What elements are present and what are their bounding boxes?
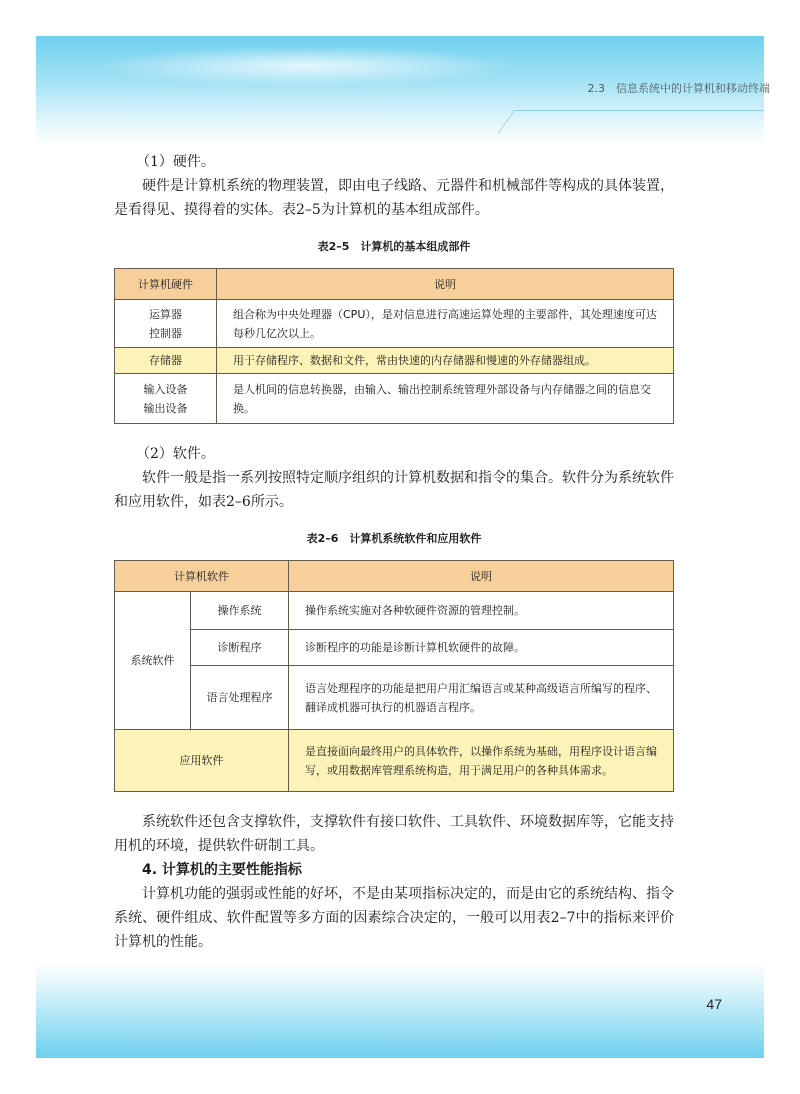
hardware-paragraph: 硬件是计算机系统的物理装置，即由电子线路、元器件和机械部件等构成的具体装置，是看得见、摸得着的实体。表2–5为计算机的基本组成部件。: [114, 178, 674, 218]
page-number: 47: [706, 996, 722, 1012]
column-header: 计算机软件: [115, 561, 289, 592]
table-row: [115, 592, 674, 630]
hardware-name: 输出设备: [143, 401, 188, 415]
column-header: 说明: [217, 269, 674, 300]
software-desc: 诊断程序的功能是诊断计算机软硬件的故障。: [289, 630, 674, 666]
table-2-6: [114, 560, 674, 792]
hardware-desc: 是人机间的信息转换器，由输入、输出控制系统管理外部设备与内存储器之间的信息交换。: [217, 374, 674, 424]
hardware-name: 控制器: [149, 326, 182, 340]
support-software-paragraph: 系统软件还包含支撑软件，支撑软件有接口软件、工具软件、环境数据库等，它能支持用机的环境，提供软件研制工具。: [114, 814, 674, 854]
hardware-desc: 用于存储程序、数据和文件，常由快速的内存储器和慢速的外存储器组成。: [217, 348, 674, 374]
software-name: 诊断程序: [191, 630, 289, 666]
software-desc: 语言处理程序的功能是把用户用汇编语言或某种高级语言所编写的程序、翻译成机器可执行的机器语言程序。: [289, 666, 674, 730]
performance-title: 4. 计算机的主要性能指标: [142, 862, 302, 878]
table-2-5: [114, 268, 674, 424]
table-row: [115, 730, 674, 792]
system-software-label: 系统软件: [115, 592, 191, 730]
software-desc: 是直接面向最终用户的具体软件，以操作系统为基础，用程序设计语言编写，或用数据库管理系统构造，用于满足用户的各种具体需求。: [289, 730, 674, 792]
performance-paragraph: 计算机功能的强弱或性能的好坏，不是由某项指标决定的，而是由它的系统结构、指令系统、硬件组成、软件配置等多方面的因素综合决定的，一般可以用表2–7中的指标来评价计算机的性能。: [114, 886, 674, 950]
table-row: [115, 300, 674, 348]
table-row: [115, 666, 674, 730]
footer-banner: [36, 962, 764, 1058]
software-name: 语言处理程序: [191, 666, 289, 730]
column-header: 说明: [289, 561, 674, 592]
page-content: [114, 150, 674, 954]
software-desc: 操作系统实施对各种软硬件资源的管理控制。: [289, 592, 674, 630]
table-2-6-caption: 表2–6 计算机系统软件和应用软件: [306, 532, 482, 545]
hardware-name-cell: [115, 348, 217, 374]
table-header-row: [115, 269, 674, 300]
table-2-5-caption: 表2–5 计算机的基本组成部件: [317, 240, 471, 253]
application-software-label: 应用软件: [115, 730, 289, 792]
hardware-desc: 组合称为中央处理器（CPU），是对信息进行高速运算处理的主要部件，其处理速度可达每秒几亿次以上。: [217, 300, 674, 348]
hardware-name-cell: [115, 374, 217, 424]
header-divider-line: [498, 110, 764, 133]
column-header: 计算机硬件: [115, 269, 217, 300]
hardware-title: （1）硬件。: [136, 154, 215, 170]
table-row: [115, 630, 674, 666]
software-title: （2）软件。: [136, 446, 215, 462]
hardware-name: 运算器: [149, 307, 182, 321]
table-row: [115, 348, 674, 374]
software-paragraph: 软件一般是指一系列按照特定顺序组织的计算机数据和指令的集合。软件分为系统软件和应用软件，如表2–6所示。: [114, 470, 674, 510]
hardware-name: 输入设备: [143, 382, 188, 396]
hardware-name-cell: [115, 300, 217, 348]
section-label: 2.3 信息系统中的计算机和移动终端: [587, 82, 770, 95]
header-glow: [96, 46, 516, 86]
hardware-name: 存储器: [149, 354, 182, 367]
software-name: 操作系统: [191, 592, 289, 630]
table-row: [115, 374, 674, 424]
table-header-row: [115, 561, 674, 592]
